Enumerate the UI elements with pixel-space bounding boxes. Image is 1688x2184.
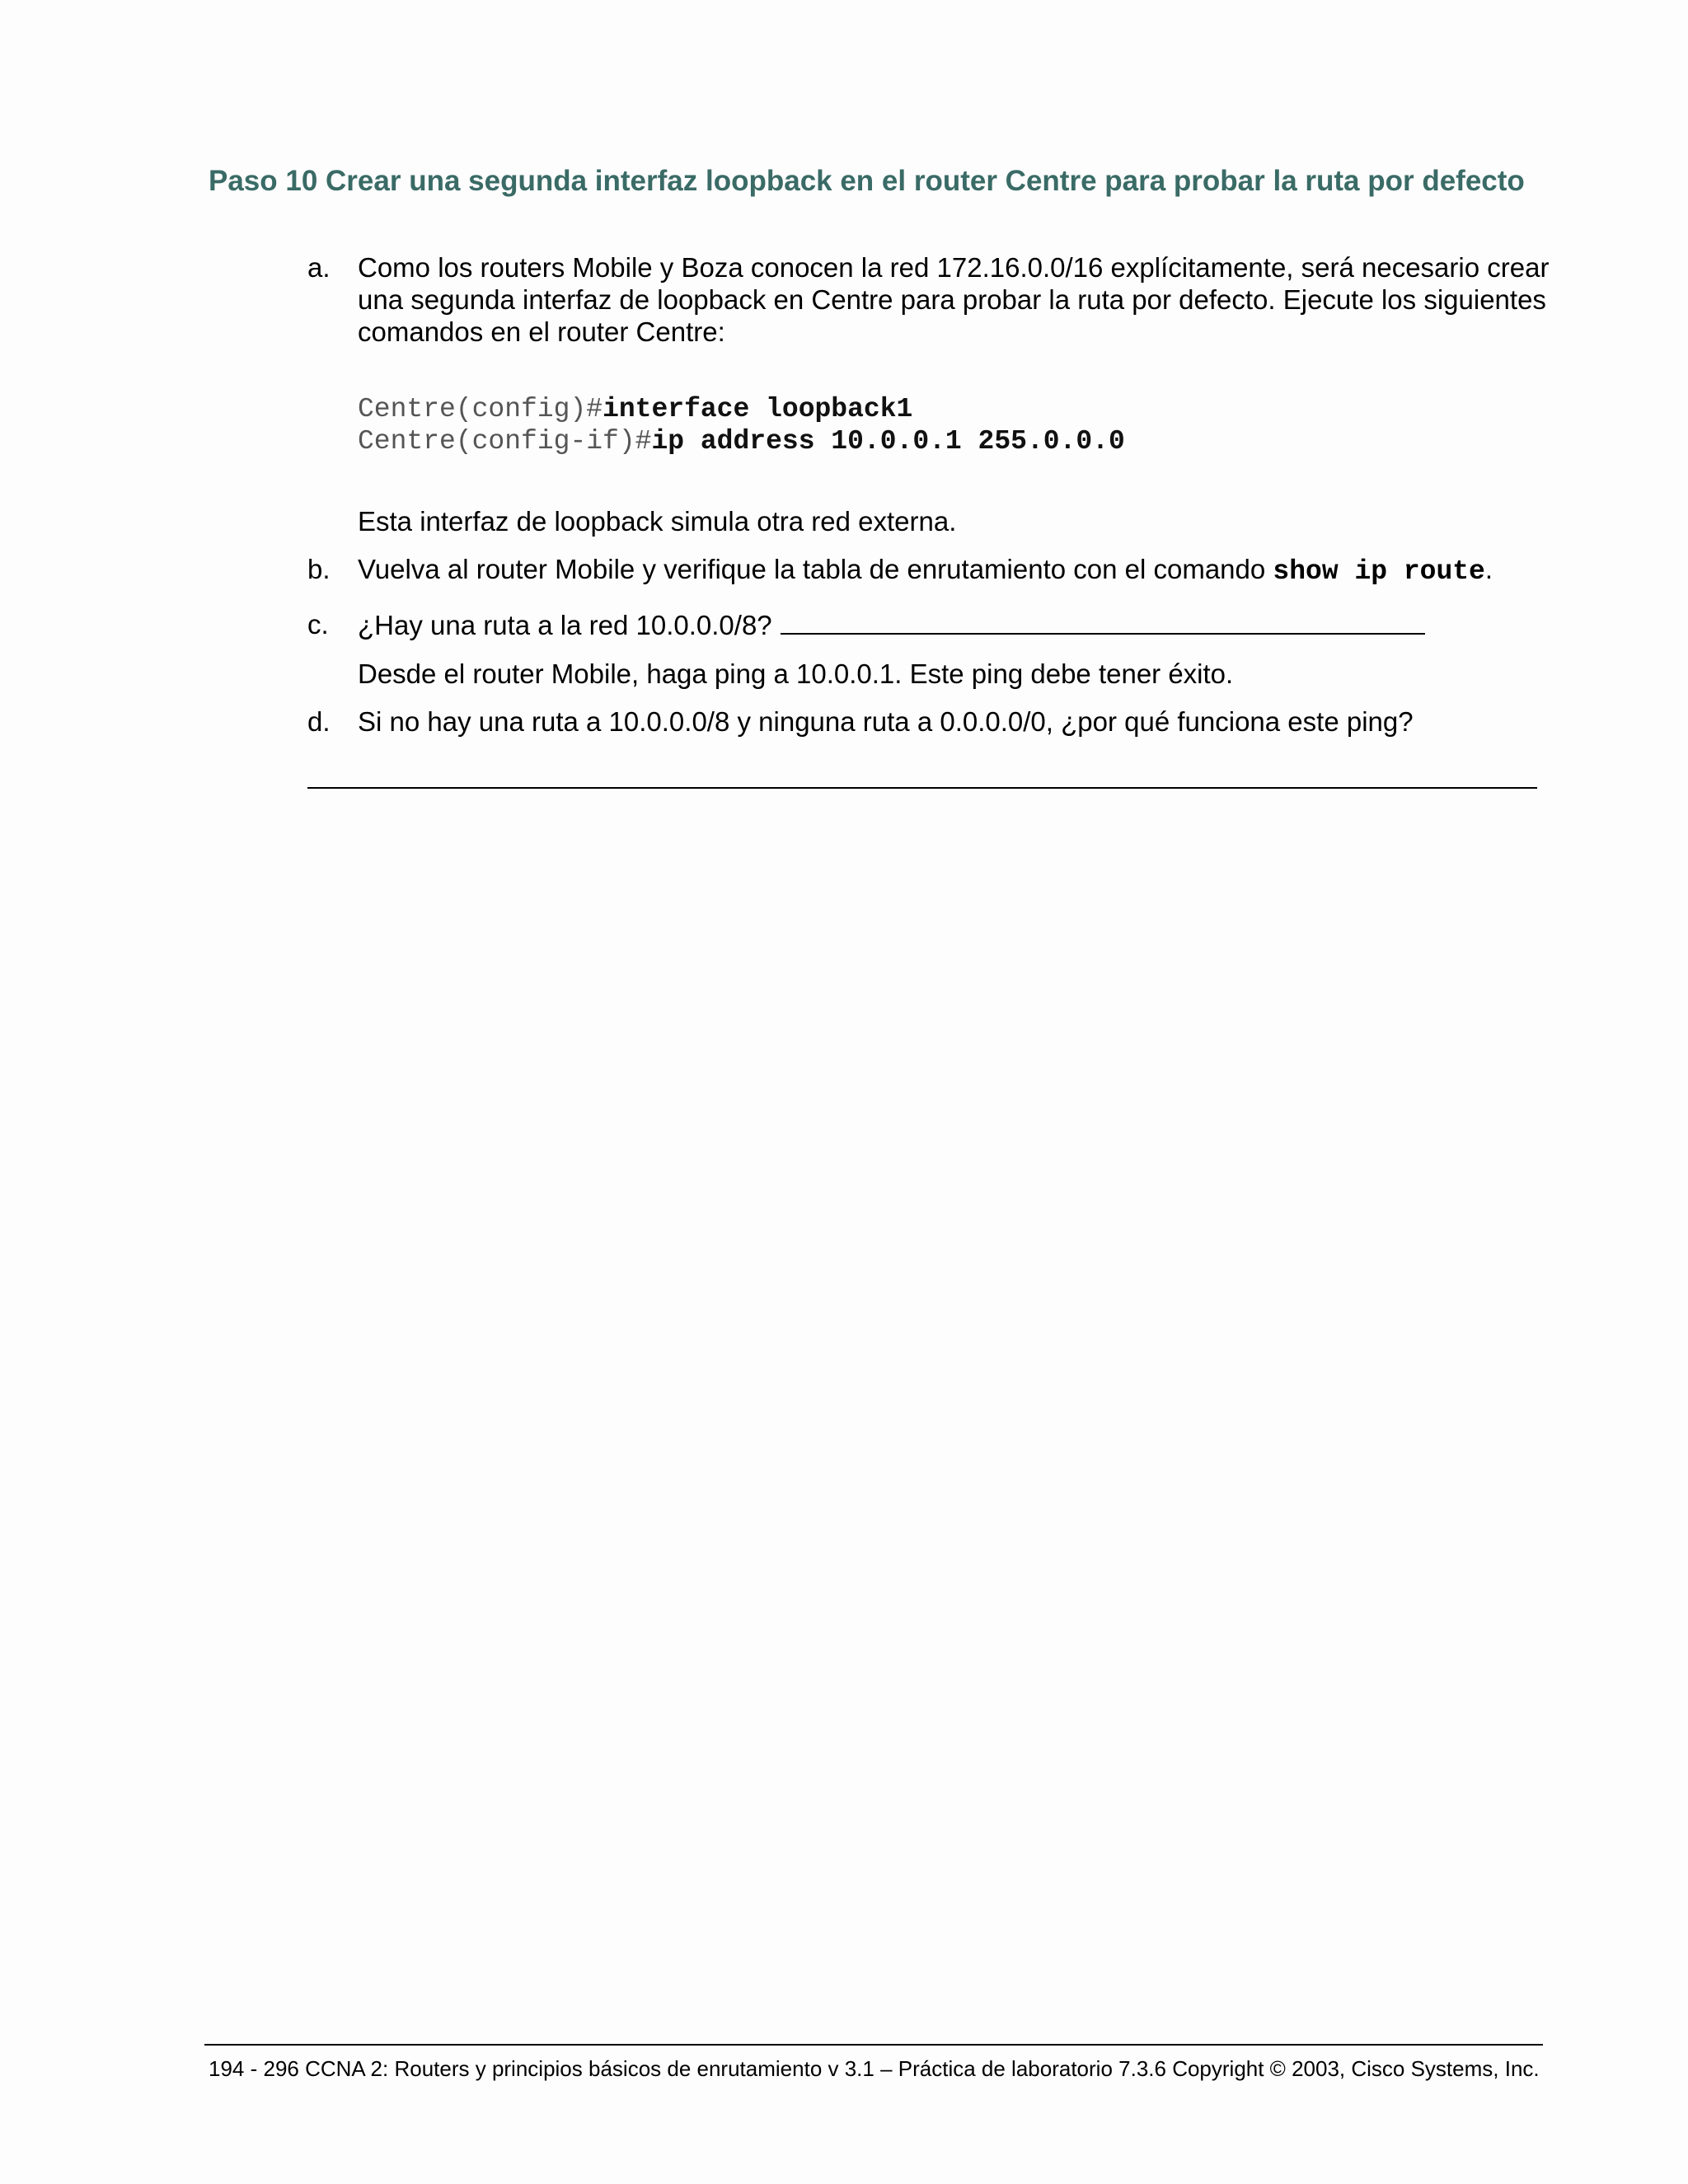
step-item-b xyxy=(307,553,1560,588)
item-text: Si no hay una ruta a 10.0.0.0/8 y ninguna ruta a 0.0.0.0/0, ¿por qué funciona este ping? xyxy=(358,706,1414,737)
step-item-a xyxy=(307,251,1560,348)
code-command: ip address 10.0.0.1 255.0.0.0 xyxy=(651,426,1125,457)
ping-note: Desde el router Mobile, haga ping a 10.0.0.1. Este ping debe tener éxito. xyxy=(358,658,1234,689)
code-prompt: Centre(config-if)# xyxy=(358,426,652,457)
item-text-prefix: Vuelva al router Mobile y verifique la tabla de enrutamiento con el comando xyxy=(358,554,1273,584)
item-text: Como los routers Mobile y Boza conocen la red 172.16.0.0/16 explícitamente, será necesario crear una segunda interfaz de loopback en Centre para probar la ruta por defecto. Ejecute los siguientes comandos en el router Centre: xyxy=(358,252,1550,347)
code-prompt: Centre(config)# xyxy=(358,394,603,424)
inline-command: show ip route xyxy=(1273,556,1485,587)
step-heading: Paso 10 Crear una segunda interfaz loopback en el router Centre para probar la ruta por defecto xyxy=(209,165,1525,197)
answer-blank-field[interactable] xyxy=(781,608,1425,635)
code-line-2 xyxy=(358,425,1125,457)
item-letter: d. xyxy=(307,706,331,737)
loopback-note: Esta interfaz de loopback simula otra red externa. xyxy=(358,506,957,537)
item-letter: b. xyxy=(307,554,331,584)
code-command: interface loopback1 xyxy=(603,394,913,424)
code-line-1 xyxy=(358,393,912,425)
item-text xyxy=(358,608,1560,641)
page-footer: 194 - 296 CCNA 2: Routers y principios básicos de enrutamiento v 3.1 – Práctica de laboratorio 7.3.6 Copyright © 2003, Cisco Systems, Inc. xyxy=(209,2056,1540,2081)
question-text: ¿Hay una ruta a la red 10.0.0.0/8? xyxy=(358,610,772,640)
step-item-d xyxy=(307,705,1560,738)
item-text xyxy=(358,553,1560,588)
step-item-c xyxy=(307,608,1560,641)
item-letter: a. xyxy=(307,252,331,283)
answer-line-field[interactable] xyxy=(307,787,1537,789)
item-text-suffix: . xyxy=(1484,554,1493,584)
footer-divider xyxy=(204,2044,1543,2046)
item-letter: c. xyxy=(307,609,329,640)
